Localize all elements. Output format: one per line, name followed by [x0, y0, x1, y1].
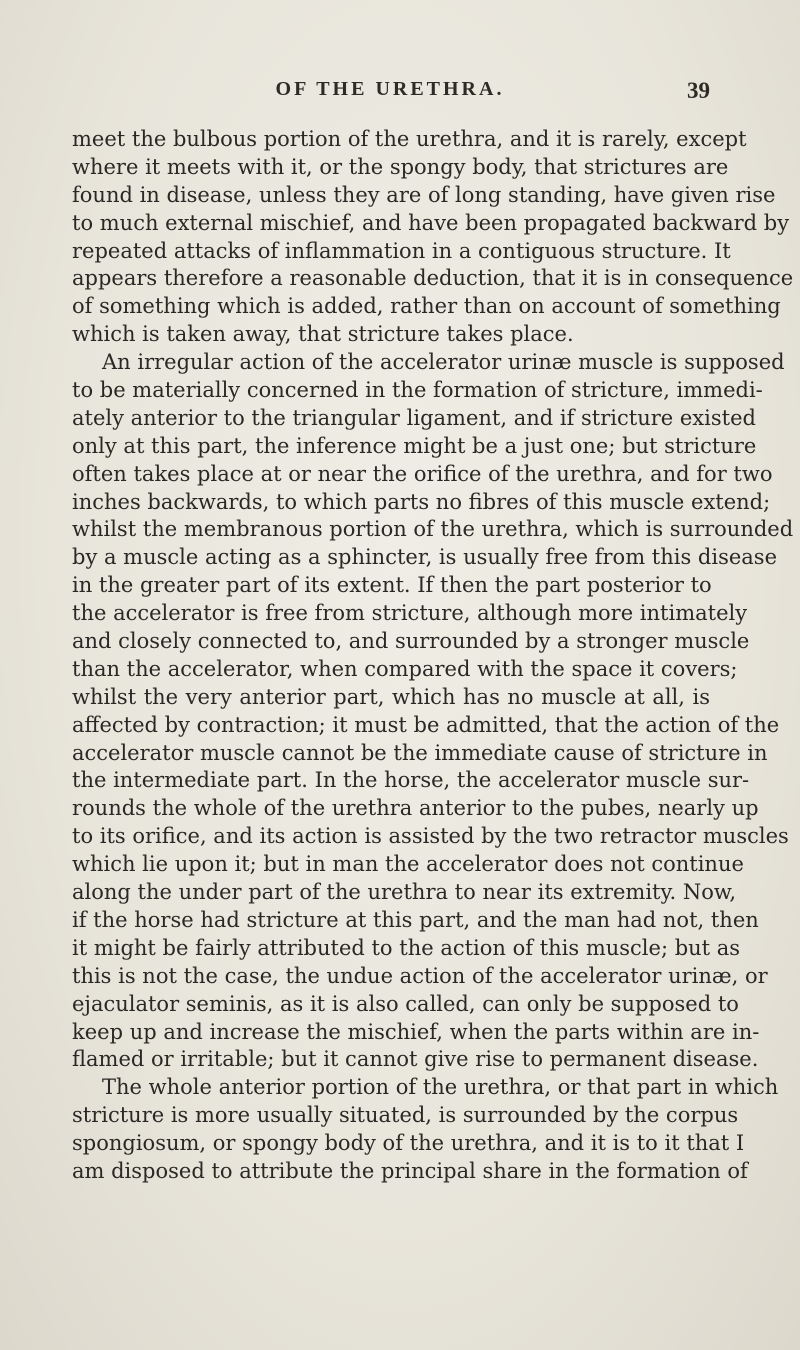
text-line: ately anterior to the triangular ligament, and if stricture existed [72, 405, 756, 430]
running-title: OF THE URETHRA. [275, 78, 505, 100]
text-line: stricture is more usually situated, is surrounded by the corpus [72, 1103, 739, 1128]
text-line: which is taken away, that stricture takes place. [72, 322, 574, 347]
text-line: repeated attacks of inflammation in a contiguous structure. It [72, 238, 731, 263]
text-line: appears therefore a reasonable deduction, that it is in consequence [72, 266, 794, 291]
text-line: in the greater part of its extent. If then the part posterior to [72, 573, 712, 598]
text-line: to much external mischief, and have been propagated backward by [72, 210, 790, 235]
text-line: and closely connected to, and surrounded by a stronger muscle [72, 629, 750, 654]
text-line: ejaculator seminis, as it is also called, can only be supposed to [72, 991, 739, 1016]
text-line: this is not the case, the undue action of the accelerator urinæ, or [72, 963, 768, 988]
text-line: meet the bulbous portion of the urethra, and it is rarely, except [72, 127, 747, 151]
text-line: spongiosum, or spongy body of the urethra, and it is to it that I [72, 1131, 745, 1156]
text-line: keep up and increase the mischief, when the parts within are in- [72, 1019, 760, 1044]
text-line: where it meets with it, or the spongy body, that strictures are [72, 154, 729, 179]
text-line: by a muscle acting as a sphincter, is usually free from this disease [72, 545, 778, 570]
text-line: inches backwards, to which parts no fibres of this muscle extend; [72, 489, 771, 514]
text-line: The whole anterior portion of the urethra, or that part in which [102, 1075, 779, 1100]
text-line: flamed or irritable; but it cannot give rise to permanent disease. [72, 1047, 759, 1072]
text-line: whilst the very anterior part, which has no muscle at all, is [72, 684, 710, 709]
page-number: 39 [687, 78, 710, 103]
text-line: An irregular action of the accelerator urinæ muscle is supposed [102, 350, 785, 375]
text-line: the accelerator is free from stricture, although more intimately [72, 601, 748, 626]
text-line: it might be fairly attributed to the action of this muscle; but as [72, 935, 741, 960]
text-line: whilst the membranous portion of the urethra, which is surrounded [72, 517, 794, 542]
text-line: only at this part, the inference might be a just one; but stricture [72, 433, 757, 458]
page-header [60, 78, 720, 112]
text-line: am disposed to attribute the principal share in the formation of [72, 1158, 748, 1183]
text-line: of something which is added, rather than on account of something [72, 294, 781, 319]
text-line: often takes place at or near the orifice of the urethra, and for two [72, 461, 773, 486]
text-line: to its orifice, and its action is assisted by the two retractor muscles [72, 824, 789, 849]
text-line: along the under part of the urethra to near its extremity. Now, [72, 880, 737, 905]
body-text [72, 126, 794, 1186]
text-line: if the horse had stricture at this part, and the man had not, then [72, 907, 759, 932]
text-line: found in disease, unless they are of long standing, have given rise [72, 182, 776, 207]
text-line: which lie upon it; but in man the accelerator does not continue [72, 852, 744, 877]
text-line: affected by contraction; it must be admitted, that the action of the [72, 712, 780, 737]
text-line: rounds the whole of the urethra anterior to the pubes, nearly up [72, 796, 759, 821]
text-line: accelerator muscle cannot be the immediate cause of stricture in [72, 740, 768, 765]
text-line: to be materially concerned in the formation of stricture, immedi- [72, 378, 763, 403]
text-line: than the accelerator, when compared with the space it covers; [72, 656, 738, 681]
text-line: the intermediate part. In the horse, the accelerator muscle sur- [72, 768, 750, 793]
